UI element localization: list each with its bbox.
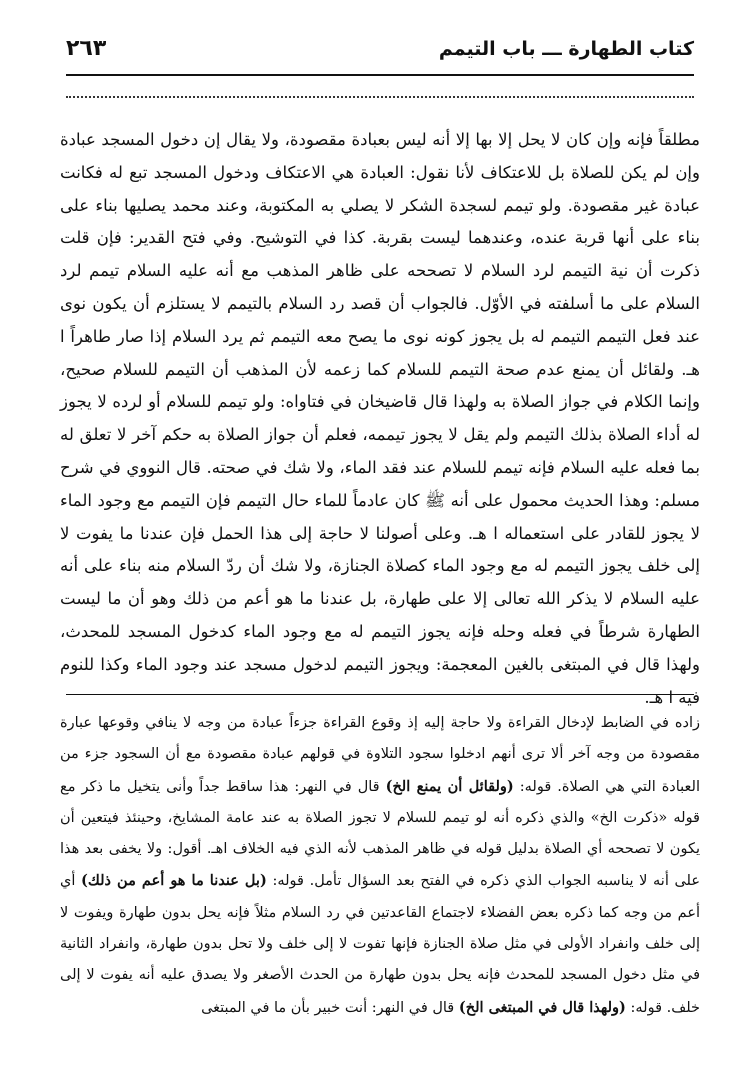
footnote-quote: (ولهذا قال في المبتغى الخ) <box>458 998 626 1016</box>
footnote-separator <box>66 694 694 695</box>
footnote-text-part: قال في النهر: هذا ساقط جداً وأنى يتخيل ما ذكر مع قوله «ذكرت الخ» والذي ذكره أنه لو تيمم للسلام لا تجوز الصلاة به عند عامة المشايخ، وحينئذ فيتعين أن يكون لا تصححه أي الصلاة بدليل قوله في ظاهر المذهب لأنه الذي فيه الخلاف اهـ. أقول: ولا يخفى بعد هذا على أنه لا يناسبه الجواب الذي ذكره في الفتح بعد السؤال تأمل. قوله: <box>60 778 701 890</box>
footnote-quote: (بل عندنا ما هو أعم من ذلك) <box>81 872 267 890</box>
main-paragraph: مطلقاً فإنه وإن كان لا يحل إلا بها إلا أنه ليس بعبادة مقصودة، ولا يقال إن دخول المسجد عبادة وإن لم يكن للصلاة بل للاعتكاف لأنا نقول: العبادة هي الاعتكاف ودخول المسجد تبع له فكانت عبادة غير مقصودة. ولو تيمم لسجدة الشكر لا يصلي به المكتوبة، وعند محمد يصليها بناء على بناء على أنها قربة عنده، وعندهما ليست بقربة. كذا في التوشيح. وفي فتح القدير: فإن قلت ذكرت أن نية التيمم لرد السلام لا تصححه على ظاهر المذهب مع أنه عليه السلام تيمم لرد السلام على ما أسلفته في الأوّل. فالجواب أن قصد رد السلام بالتيمم لا يستلزم أن يكون نوى عند فعل التيمم التيمم له بل يجوز كونه نوى ما يصح معه التيمم ثم يرد السلام إذا صار طاهراً ا هـ. ولقائل أن يمنع عدم صحة التيمم للسلام كما زعمه لأن المذهب أن التيمم للسلام صحيح، وإنما الكلام في جواز الصلاة به ولهذا قال قاضيخان في فتاواه: ولو تيمم للسلام أو لرده لا يجوز له أداء الصلاة بذلك التيمم ولم يقل لا يجوز تيممه، فعلم أن جواز الصلاة به حكم آخر لا تعلق له بما فعله عليه السلام فإنه تيمم للسلام عند فقد الماء، ولا شك في صحته. قال النووي في شرح مسلم: وهذا الحديث محمول على أنه ﷺ كان عادماً للماء حال التيمم فإن التيمم مع وجود الماء لا يجوز للقادر على استعماله ا هـ. وعلى أصولنا لا حاجة إلى هذا الحمل فإن عندنا ما يفوت لا إلى خلف يجوز التيمم له مع وجود الماء كصلاة الجنازة، ولا شك أن ردّ السلام منه بناء على أنه عليه السلام لا يذكر الله تعالى إلا على طهارة، بل عندنا ما هو أعم من ذلك وهو أن ما ليست الطهارة شرطاً في فعله وحله فإنه يجوز التيمم له مع وجود الماء كدخول المسجد للمحدث، ولهذا قال في المبتغى بالغين المعجمة: ويجوز التيمم لدخول مسجد عند وجود الماء وكذا للنوم فيه ا هـ. <box>60 130 700 707</box>
footnote-text-part: أي أعم من وجه كما ذكره بعض الفضلاء لاجتماع القاعدتين في رد السلام مثلاً فإنه يحل بدون طهارة ويفوت لا إلى خلف وانفراد الأولى في مثل صلاة الجنازة فإنها تفوت لا إلى خلف ولا تحل بدون طهارة، وانفراد الثانية في مثل دخول المسجد للمحدث فإنه يحل بدون طهارة من الحدث الأصغر ولا يصدق عليه أنه يفوت لا إلى خلف. قوله: <box>60 873 700 1016</box>
footnote-quote: (ولقائل أن يمنع الخ) <box>385 777 514 795</box>
page-number: ٢٦٣ <box>66 36 107 61</box>
footnote-text-part: قال في النهر: أنت خبير بأن ما في المبتغى <box>201 999 455 1016</box>
chapter-title: كتاب الطهارة ـــ باب التيمم <box>438 38 694 60</box>
footnote-paragraph <box>60 708 700 1024</box>
main-text <box>60 124 700 714</box>
page-header <box>66 30 694 76</box>
footnote-text-part: زاده في الضابط لإدخال القراءة ولا حاجة إليه إذ وقوع القراءة جزءاً عبادة من وجه لا ينافي وقوعها عبارة مقصودة من وجه آخر ألا ترى أنهم ادخلوا سجود التلاوة في قولهم عبادة مقصودة مع أن السجود جزء من العبادة التي هي الصلاة. قوله: <box>60 715 700 795</box>
dotted-divider <box>66 86 694 98</box>
footnote-section <box>60 708 700 1024</box>
